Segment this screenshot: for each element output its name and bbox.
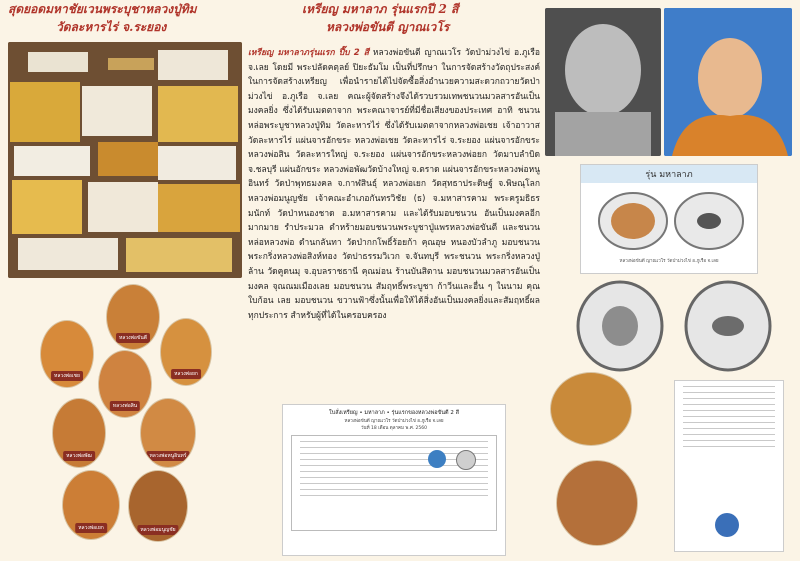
order-form-subtitle: หลวงพ่อขันตี ญาณเวโร วัดป่าม่วงไข่ อ.ภูเรือ จ.เลย	[344, 419, 444, 424]
coin-card-caption: หลวงพ่อขันตี ญาณเวโร วัดป่าม่วงไข่ อ.ภูเรือ จ.เลย	[619, 259, 719, 264]
monk-oval-7: หลวงพ่อเยก	[62, 470, 120, 540]
coin-card-title: รุ่น มหาลาภ	[581, 165, 757, 183]
monk-oval-5: หลวงพ่อพัฒ	[52, 398, 106, 468]
monk-oval-6: หลวงพ่อหนูอินทร์	[140, 398, 196, 468]
article-text	[248, 46, 540, 323]
certificate-seal	[715, 513, 739, 537]
order-form-coin-2	[456, 450, 476, 470]
monk-oval-3: หลวงพ่อสิน	[98, 350, 152, 418]
order-form	[282, 404, 506, 556]
article-body: หลวงพ่อขันตี ญาณเวโร วัดป่าม่วงไข่ อ.ภูเรือ จ.เลย โดยมี พระปลัดคตุลย์ ปิยะธัมโม เป็นที่ปรึกษา ในการจัดสร้างวัตถุประสงค์ในการจัดสร้างเหรียญ เพื่อนำรายได้ไปจัดซื้อสิ่งอำนวยความสะดวกถวายวัดป่าม่วงไข่ อ.ภูเรือ จ.เลย คณะผู้จัดสร้างจึงได้รวบรวมเทพชนวนมวลสารอันเป็นมงคลยิ่ง ซึ่งได้รับเมตตาจาก พระคณาจารย์ที่มีชื่อเสียงของประเทศ อาทิ ชนวนหล่อพระบูชาหลวงปู่ทิม วัดละหารไร่ ซึ่งได้รับเมตตาจากหลวงพ่อเชย เจ้าอาวาส วัดละหารไร่ แผ่นจารอักขระ หลวงพ่อเชย วัดละหารไร่ จ.ระยอง แผ่นจารอักขระ หลวงพ่อสิน วัดละหารใหญ่ จ.ระยอง แผ่นจารอักขระหลวงพ่อยก วัดมาบลำบิด จ.ชลบุรี แผ่นอักขระ หลวงพ่อพัฒวัดบ้างใหญ่ จ.ตราด แผ่นจารอักขระหลวงพ่อหนูอินทร์ วัดป่าพุทธมงคล จ.กาฬสินธุ์ หลวงพ่อเยก วัดสุทธาประดิษฐ์ จ.พิษณุโลกหลวงพ่อมนูญชัย เจ้าคณะอำเภอกันทรวิชัย (ธ) จ.มหาสารคาม พระครูมธิธรมนักท์ วัดป่าหนองชาด อ.มหาสารคาม และได้รับมอบชนวน อันเป็นมงคลอีกมากมาย รำประมวล ตำหร้ายมอบชนวนพระบูชาปู่แพรหลวงพ่อขันตี และชนวนหล่อหลวงพ่อ ดำนกลันทา วัดป่ากกโพธิ์ร้อยก้า คุณอุษ หนองบัวลำภู มอบชนวน พระกริ่งหลวงพ่อสิงห์ทอง วัดปาธรรมวิเวก จ.จันทบุรี พระชนวน พระกริ่งหลวงปู่ล้าน วัดคูดนมุ จ.อุบลราชธานี คุณม่อน ร้านบันสิตาน มอบชนวนมวลสารอันเป็นมงคล จุณณมเมืองเลย มอบชนวน สัมฤทธิ์พระบูชา ก้าวีนและอื่น ๆ ในนาม คุณใบก้อน เลย มอบชนวน ขวานฟ้าซึ่งนั้นเพื่อให้ได้สิ่งอันเป็นมงคลยิ่งและสัมฤทธิ์ผลทุกประการ สำหรับผู้ที่ได้ในครอบครอง	[248, 48, 540, 321]
monk-oval-8: หลวงพ่อมนูญชัย	[128, 470, 188, 542]
monk-oval-4: หลวงพ่อยก	[160, 318, 212, 386]
certificate-document	[674, 380, 784, 552]
order-form-coin-1	[428, 450, 446, 468]
order-form-date: วันที่ 18 เดือน ตุลาคม พ.ศ. 2560	[360, 426, 427, 431]
monk-oval-1: หลวงพ่อขันตี	[106, 284, 160, 350]
monk-portrait-photo	[664, 8, 792, 156]
monk-oval-2: หลวงพ่อเชย	[40, 320, 94, 388]
monk-signing-photo	[556, 460, 638, 546]
gold-leaf-packets-photo	[8, 42, 242, 278]
order-form-title: ใบสั่งเหรียญ • มหาลาภ • รุ่นแรกของหลวงพ่อขันตี 2 สี	[329, 410, 459, 416]
center-heading-line2: หลวงพ่อขันตี ญาณเวโร	[326, 20, 450, 34]
article-lead: เหรียญ มหาลาภรุ่นแรก ปี๊บ 2 สี	[248, 48, 369, 58]
order-form-table	[291, 435, 497, 531]
left-heading-line2: วัดละหารไร่ จ.ระยอง	[56, 20, 167, 34]
coin-card	[580, 164, 758, 274]
left-heading-line1: สุดยอดมหาชัยเวนพระบุชาหลวงปู่ทิม	[8, 2, 197, 16]
blessing-ceremony-photo	[550, 372, 632, 446]
monk-statue-photo	[545, 8, 661, 156]
silver-coins	[560, 280, 788, 372]
center-heading-line1: เหรียญ มหาลาภ รุ่นแรกปี 2 สี	[302, 2, 459, 16]
